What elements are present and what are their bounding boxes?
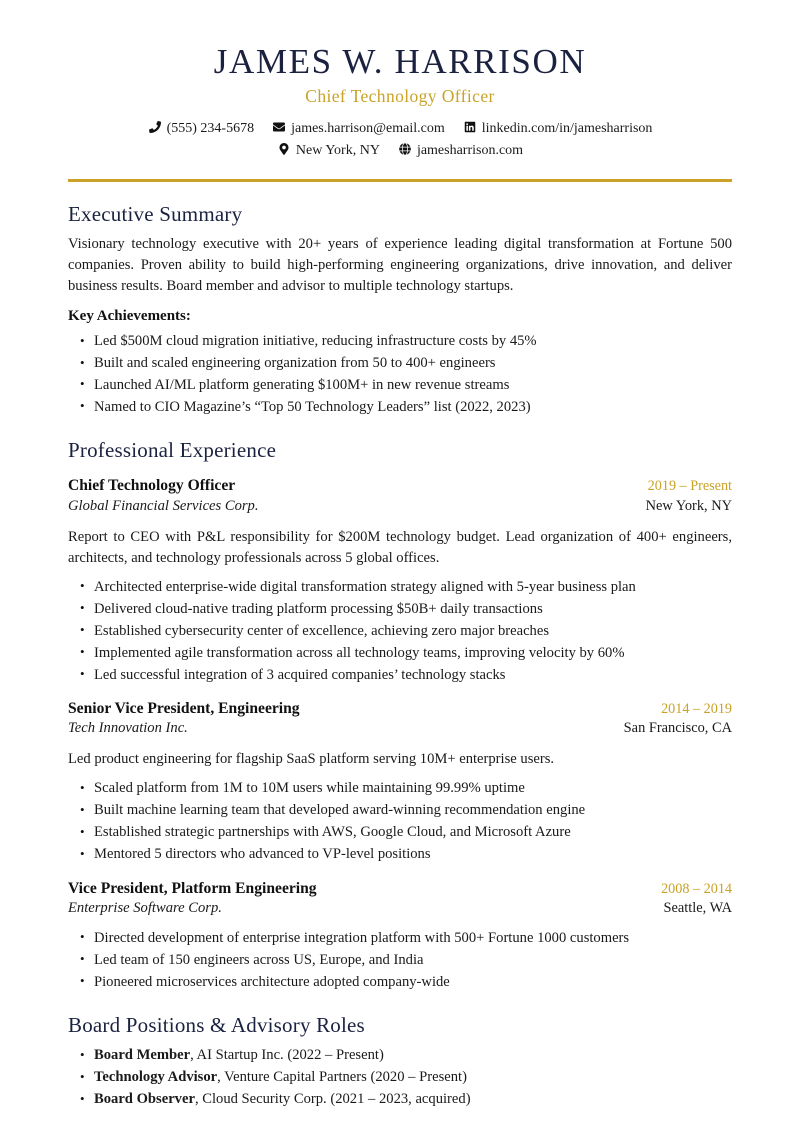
job-location: San Francisco, CA (623, 720, 732, 737)
board-positions-list (68, 1045, 732, 1110)
list-item: • Led $500M cloud migration initiative, reducing infrastructure costs by 45% (94, 331, 732, 352)
job-description: Led product engineering for flagship SaaS platform serving 10M+ enterprise users. (68, 751, 555, 768)
section-title-board: Board Positions & Advisory Roles (68, 1013, 365, 1038)
list-item: • Architected enterprise-wide digital transformation strategy aligned with 5-year business plan (94, 577, 732, 598)
job-dates: 2008 – 2014 (661, 880, 732, 897)
contact-email-text: james.harrison@email.com (291, 121, 445, 137)
job-bullets-list (68, 778, 732, 865)
contact-row-secondary (68, 140, 732, 162)
section-title-summary: Executive Summary (68, 201, 243, 226)
experience-title-row (68, 699, 732, 719)
map-pin-icon (277, 143, 291, 155)
key-achievements-list (68, 331, 732, 418)
list-item: • Pioneered microservices architecture adopted company-wide (94, 972, 732, 993)
board-detail: , Venture Capital Partners (2020 – Present) (217, 1069, 467, 1086)
experience-entry (68, 879, 732, 994)
section-professional-experience (68, 438, 732, 993)
list-item: • Built and scaled engineering organization from 50 to 400+ engineers (94, 353, 732, 374)
list-item: • Mentored 5 directors who advanced to VP-level positions (94, 844, 732, 865)
section-executive-summary (68, 202, 732, 419)
list-item (94, 1089, 732, 1110)
list-item (94, 1067, 732, 1088)
board-detail: , Cloud Security Corp. (2021 – 2023, acquired) (194, 1091, 471, 1108)
list-item: • Implemented agile transformation across all technology teams, improving velocity by 60% (94, 643, 732, 664)
job-company: Global Financial Services Corp. (68, 497, 259, 514)
job-location: New York, NY (645, 497, 732, 514)
job-dates: 2019 – Present (647, 478, 732, 495)
globe-icon (398, 143, 412, 155)
experience-entry (68, 699, 732, 866)
experience-company-row (68, 899, 732, 918)
linkedin-icon (463, 121, 477, 133)
board-detail: , AI Startup Inc. (2022 – Present) (190, 1047, 384, 1064)
resume-header (68, 42, 732, 162)
section-board-positions (68, 1013, 732, 1110)
contact-phone-text: (555) 234-5678 (166, 121, 255, 137)
job-bullets-list (68, 928, 732, 993)
list-item: • Led successful integration of 3 acquired companies’ technology stacks (94, 665, 732, 686)
phone-icon (148, 121, 162, 133)
list-item: • Established cybersecurity center of excellence, achieving zero major breaches (94, 621, 732, 642)
experience-company-row (68, 497, 732, 516)
key-achievements-label: Key Achievements: (68, 308, 191, 325)
list-item: • Built machine learning team that developed award-winning recommendation engine (94, 800, 732, 821)
section-title-experience: Professional Experience (68, 438, 277, 463)
contact-phone[interactable] (148, 118, 255, 140)
job-description: Report to CEO with P&L responsibility for $200M technology budget. Lead organization of 400+ engineers, architects, and technology professionals across 5 global offices. (68, 528, 732, 566)
board-role: Board Observer (94, 1091, 195, 1108)
contact-website[interactable] (398, 140, 523, 162)
list-item: • Launched AI/ML platform generating $100M+ in new revenue streams (94, 375, 732, 396)
contact-email[interactable] (272, 118, 445, 140)
list-item: • Led team of 150 engineers across US, Europe, and India (94, 950, 732, 971)
envelope-icon (272, 121, 286, 133)
list-item: • Delivered cloud-native trading platform processing $50B+ daily transactions (94, 599, 732, 620)
list-item: • Scaled platform from 1M to 10M users while maintaining 99.99% uptime (94, 778, 732, 799)
job-bullets-list (68, 577, 732, 686)
list-item: • Established strategic partnerships with AWS, Google Cloud, and Microsoft Azure (94, 822, 732, 843)
experience-entry (68, 476, 732, 686)
contact-location (277, 140, 380, 162)
job-location: Seattle, WA (663, 899, 732, 916)
contact-row-primary (68, 118, 732, 140)
contact-linkedin[interactable] (463, 118, 653, 140)
experience-company-row (68, 719, 732, 738)
list-item: • Named to CIO Magazine’s “Top 50 Technology Leaders” list (2022, 2023) (94, 397, 732, 418)
experience-title-row (68, 476, 732, 496)
job-dates: 2014 – 2019 (661, 701, 732, 718)
contact-linkedin-text: linkedin.com/in/jamesharrison (481, 121, 653, 137)
list-item (94, 1045, 732, 1066)
contact-website-text: jamesharrison.com (416, 142, 524, 158)
job-company: Enterprise Software Corp. (68, 899, 222, 916)
experience-title-row (68, 879, 732, 899)
summary-paragraph: Visionary technology executive with 20+ years of experience leading digital transformation at Fortune 500 companies. Proven ability to build high-performing engineering organizations, drive innovation, and deliver business results. Board member and advisor to multiple technology startups. (68, 235, 732, 294)
job-company: Tech Innovation Inc. (68, 720, 188, 737)
job-title: Vice President, Platform Engineering (68, 879, 317, 897)
candidate-title: Chief Technology Officer (305, 86, 495, 107)
list-item: • Directed development of enterprise integration platform with 500+ Fortune 1000 customers (94, 928, 732, 949)
header-divider (68, 179, 732, 182)
job-title: Senior Vice President, Engineering (68, 700, 300, 718)
board-role: Technology Advisor (94, 1069, 218, 1086)
job-title: Chief Technology Officer (68, 477, 236, 495)
contact-location-text: New York, NY (295, 142, 380, 158)
board-role: Board Member (94, 1047, 191, 1064)
candidate-name: JAMES W. HARRISON (213, 42, 587, 81)
